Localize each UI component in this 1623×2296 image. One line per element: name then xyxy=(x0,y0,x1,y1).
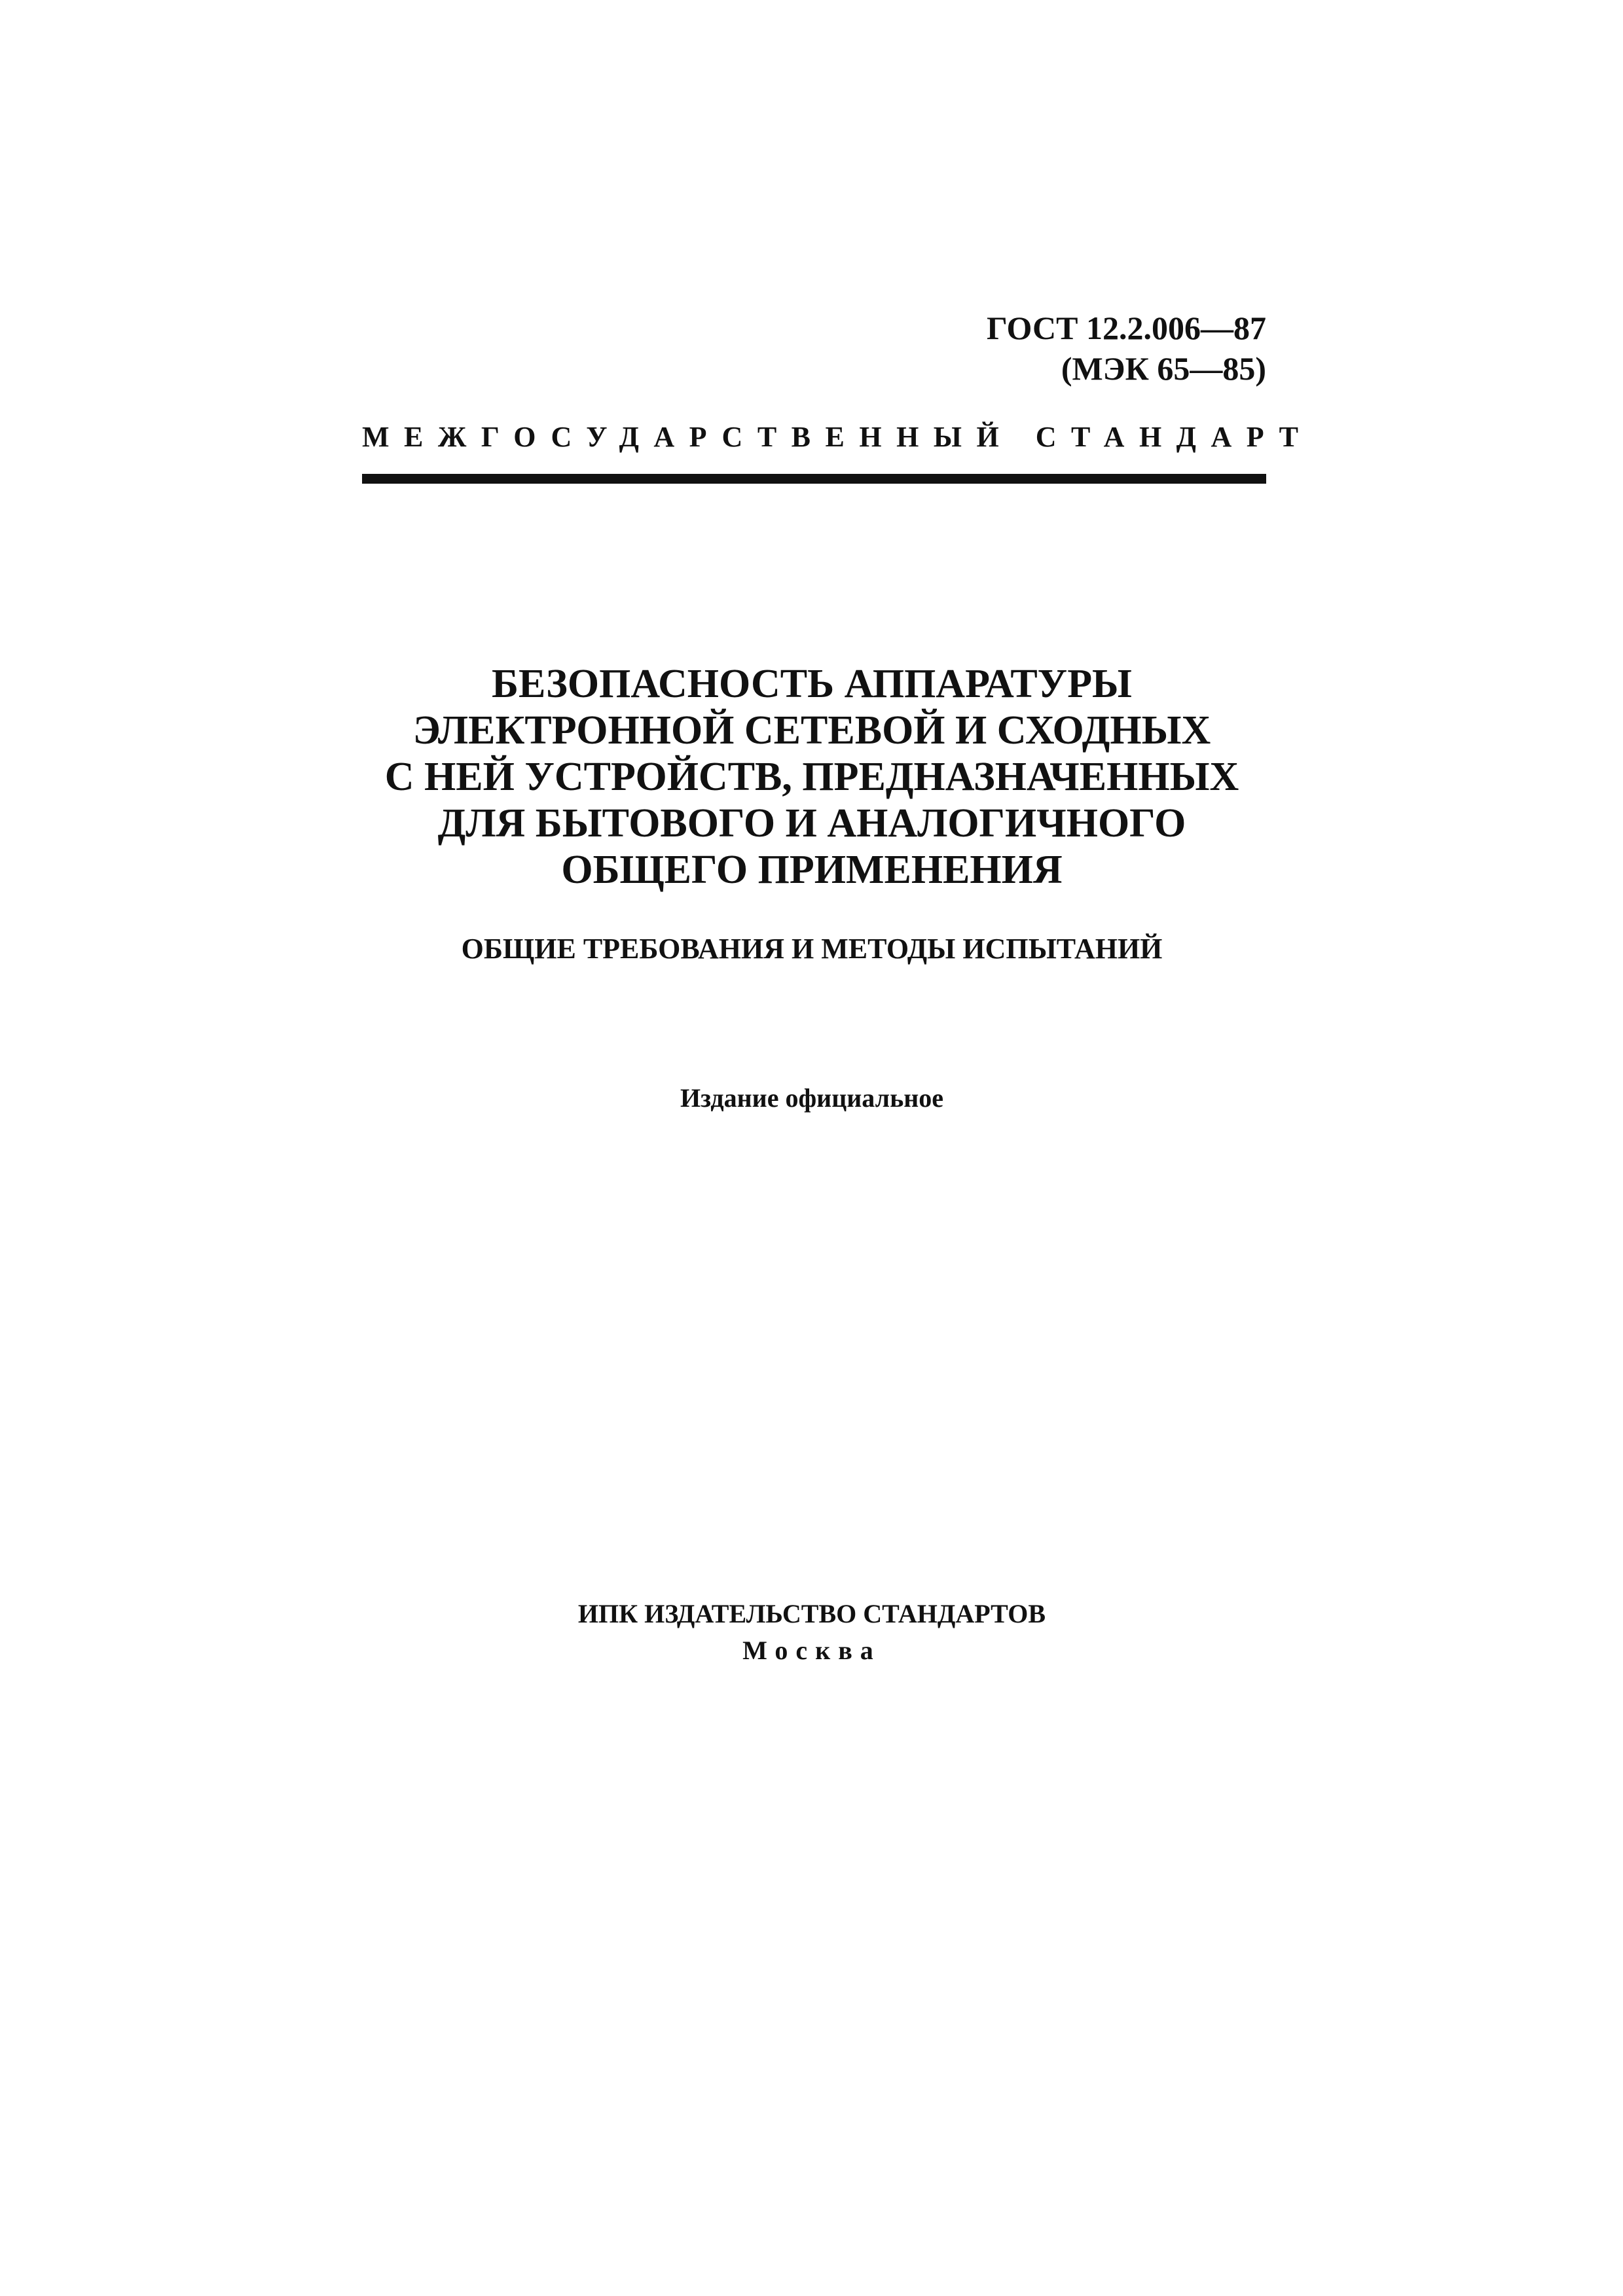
title-line: ОБЩЕГО ПРИМЕНЕНИЯ xyxy=(561,848,1063,892)
standard-designation xyxy=(987,308,1266,389)
publisher-name: ИПК ИЗДАТЕЛЬСТВО СТАНДАРТОВ xyxy=(577,1599,1046,1628)
title-line: ДЛЯ БЫТОВОГО И АНАЛОГИЧНОГО xyxy=(437,801,1186,846)
edition-note: Издание официальное xyxy=(680,1083,944,1113)
standard-type-heading: МЕЖГОСУДАРСТВЕННЫЙ СТАНДАРТ xyxy=(362,421,1313,453)
header-divider xyxy=(362,474,1266,484)
publisher-city: Москва xyxy=(742,1636,881,1665)
document-title xyxy=(288,661,1336,893)
title-line: С НЕЙ УСТРОЙСТВ, ПРЕДНАЗНАЧЕННЫХ xyxy=(384,755,1239,799)
title-line: БЕЗОПАСНОСТЬ АППАРАТУРЫ xyxy=(492,662,1132,706)
document-subtitle: ОБЩИЕ ТРЕБОВАНИЯ И МЕТОДЫ ИСПЫТАНИЙ xyxy=(461,933,1163,965)
iec-equivalent-number: (МЭК 65—85) xyxy=(1061,350,1266,387)
title-line: ЭЛЕКТРОННОЙ СЕТЕВОЙ И СХОДНЫХ xyxy=(412,708,1211,753)
standard-number: ГОСТ 12.2.006—87 xyxy=(986,310,1266,346)
